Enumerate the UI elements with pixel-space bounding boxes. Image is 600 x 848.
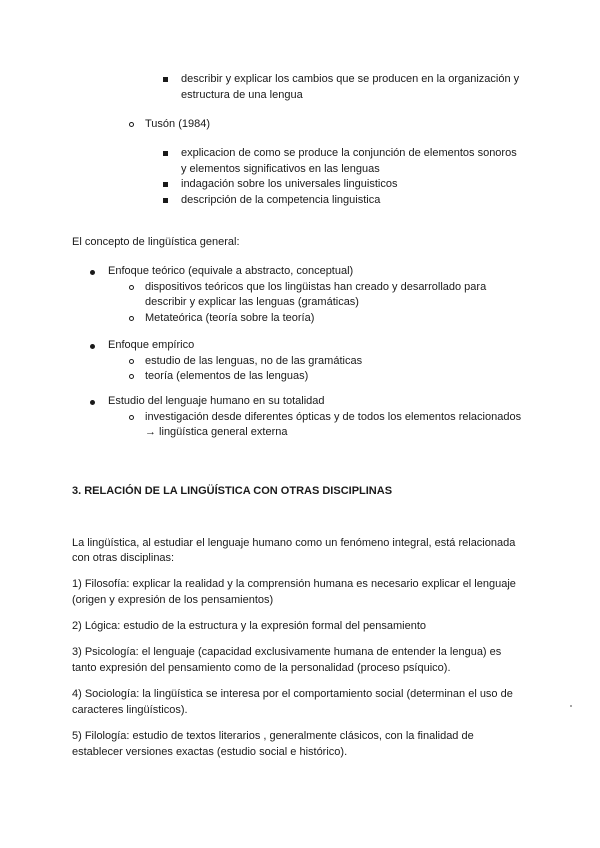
- paragraph-continuation: con otras disciplinas:: [72, 552, 175, 564]
- list-item: dispositivos teóricos que los lingüistas han creado y desarrollado para: [145, 281, 487, 293]
- list-item: teoría (elementos de las lenguas): [145, 370, 309, 382]
- list-item: describir y explicar los cambios que se producen en la organización y: [181, 73, 520, 85]
- paragraph-continuation: establecer versiones exactas (estudio social e histórico).: [72, 746, 348, 758]
- circle-bullet-icon: [129, 285, 134, 290]
- circle-bullet-icon: [129, 316, 134, 321]
- paragraph-continuation: tanto expresión del pensamiento como de la personalidad (proceso psíquico).: [72, 662, 451, 674]
- list-item: Metateórica (teoría sobre la teoría): [145, 312, 315, 324]
- list-item: Tusón (1984): [145, 118, 211, 130]
- list-item: investigación desde diferentes ópticas y de todos los elementos relacionados: [145, 411, 522, 423]
- list-item: Enfoque teórico (equivale a abstracto, conceptual): [108, 265, 354, 277]
- circle-bullet-icon: [129, 359, 134, 364]
- dot-bullet-icon: [90, 270, 95, 275]
- paragraph: 3) Psicología: el lenguaje (capacidad exclusivamente humana de entender la lengua) es: [72, 646, 502, 658]
- list-item: explicacion de como se produce la conjunción de elementos sonoros: [181, 147, 517, 159]
- list-item-continuation: y elementos significativos en las lenguas: [181, 163, 380, 175]
- paragraph: 5) Filología: estudio de textos literarios , generalmente clásicos, con la finalidad de: [72, 730, 474, 742]
- page-speck: [570, 705, 572, 707]
- paragraph: 2) Lógica: estudio de la estructura y la expresión formal del pensamiento: [72, 620, 427, 632]
- dot-bullet-icon: [90, 344, 95, 349]
- list-item-continuation: estructura de una lengua: [181, 89, 303, 101]
- circle-bullet-icon: [129, 374, 134, 379]
- dot-bullet-icon: [90, 400, 95, 405]
- list-item: indagación sobre los universales linguisticos: [181, 178, 398, 190]
- list-item-continuation: → lingüística general externa: [145, 426, 288, 438]
- square-bullet-icon: [163, 198, 168, 203]
- paragraph: La lingüística, al estudiar el lenguaje humano como un fenómeno integral, está relacionada: [72, 537, 516, 549]
- list-item: Enfoque empírico: [108, 339, 195, 351]
- list-item-continuation: describir y explicar las lenguas (gramáticas): [145, 296, 359, 308]
- square-bullet-icon: [163, 182, 168, 187]
- paragraph-continuation: caracteres lingüísticos).: [72, 704, 188, 716]
- paragraph-continuation: (origen y expresión de los pensamientos): [72, 594, 274, 606]
- paragraph: 1) Filosofía: explicar la realidad y la comprensión humana es necesario explicar el lenguaje: [72, 578, 516, 590]
- circle-bullet-icon: [129, 415, 134, 420]
- list-item: Estudio del lenguaje humano en su totalidad: [108, 395, 325, 407]
- paragraph: 4) Sociología: la lingüística se interesa por el comportamiento social (determinan el uso de: [72, 688, 513, 700]
- square-bullet-icon: [163, 151, 168, 156]
- paragraph: El concepto de lingüística general:: [72, 236, 240, 248]
- circle-bullet-icon: [129, 122, 134, 127]
- list-item: estudio de las lenguas, no de las gramáticas: [145, 355, 363, 367]
- section-heading: 3. RELACIÓN DE LA LINGÜÍSTICA CON OTRAS DISCIPLINAS: [72, 485, 393, 497]
- square-bullet-icon: [163, 77, 168, 82]
- list-item: descripción de la competencia linguistica: [181, 194, 381, 206]
